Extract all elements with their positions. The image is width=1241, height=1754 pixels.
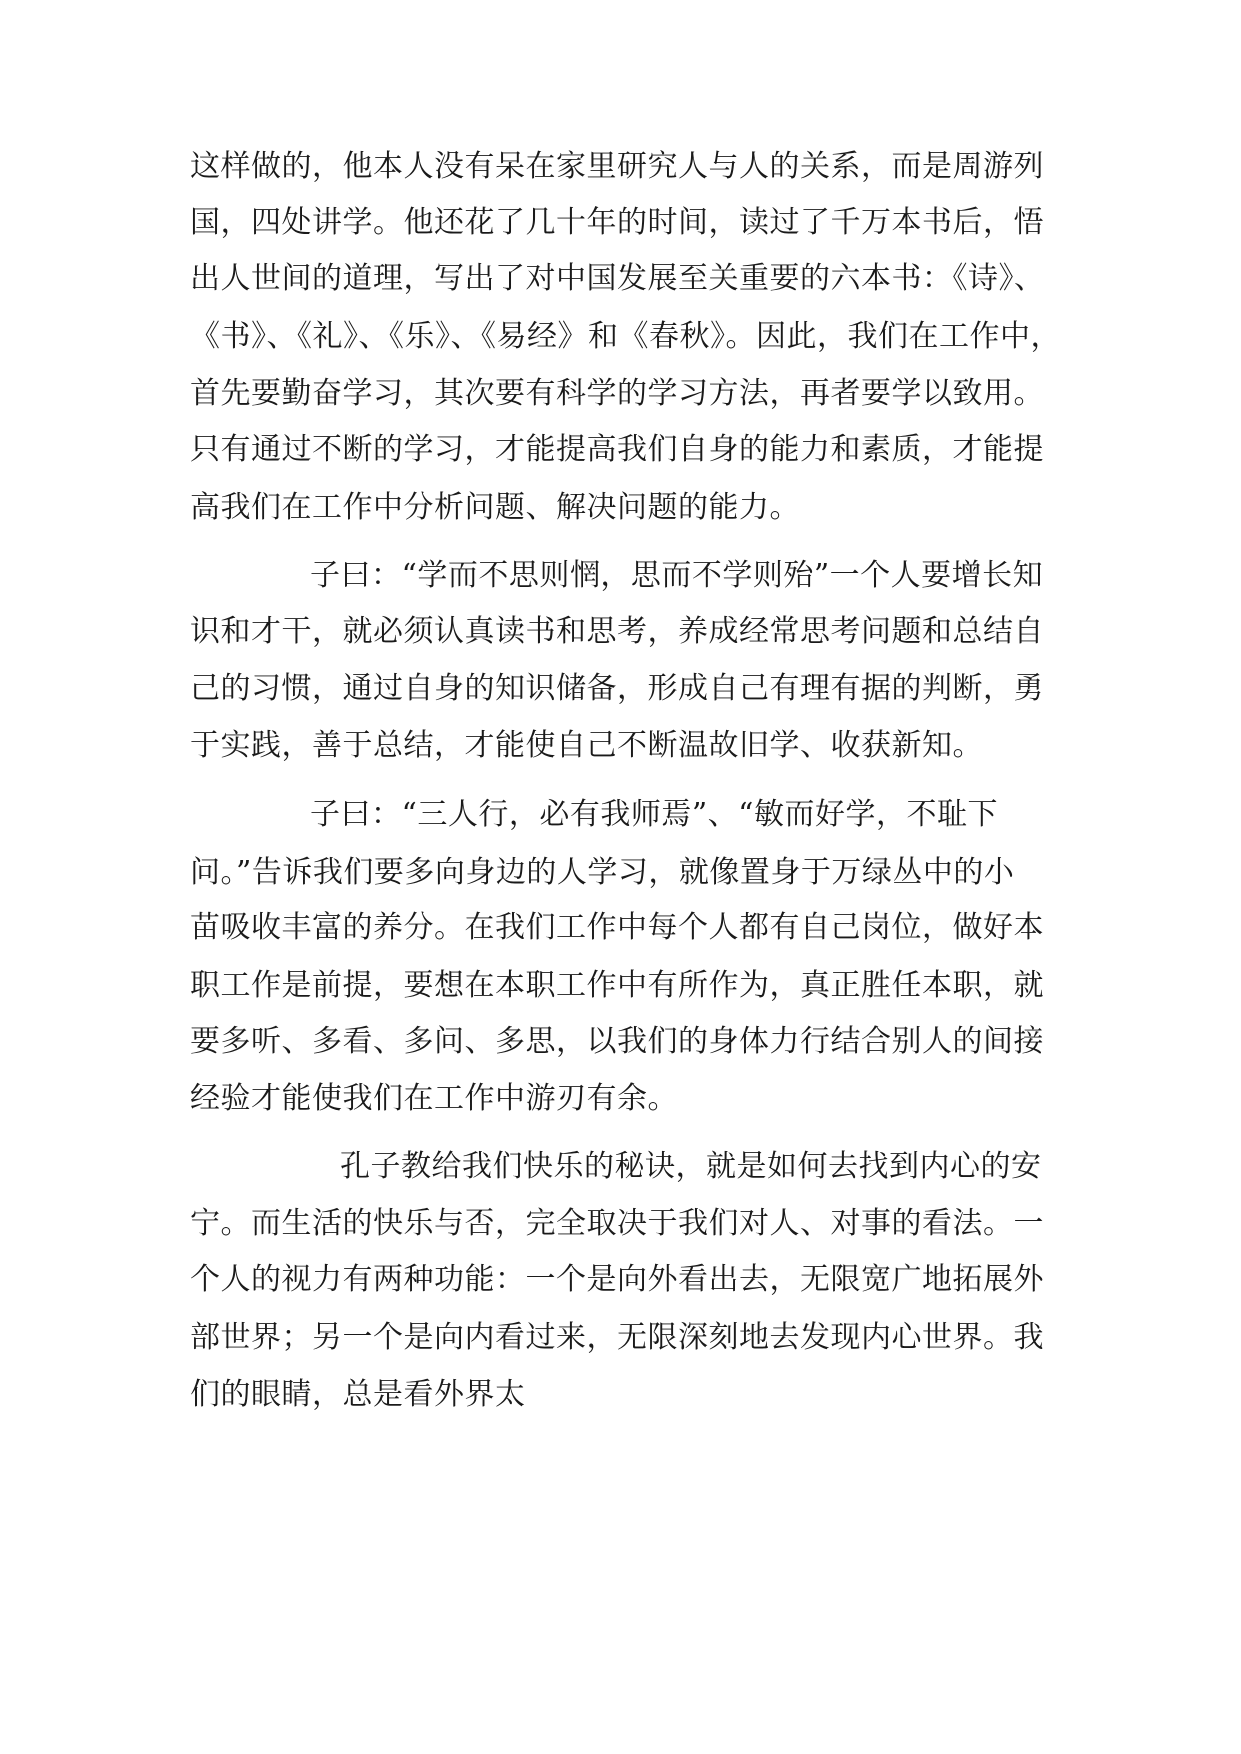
paragraph-3-line-4: 职工作是前提，要想在本职工作中有所作为，真正胜任本职，就: [190, 968, 1044, 1003]
paragraph-3-line-3: 苗吸收丰富的养分。在我们工作中每个人都有自己岗位，做好本: [190, 910, 1044, 945]
paragraph-1-line-3: 出人世间的道理，写出了对中国发展至关重要的六本书：《诗》、: [190, 261, 1045, 296]
paragraph-1-line-1: 这样做的，他本人没有呆在家里研究人与人的关系，而是周游列: [190, 149, 1044, 184]
paragraph-4-line-4: 部世界；另一个是向内看过来，无限深刻地去发现内心世界。我: [190, 1320, 1044, 1355]
paragraph-2-line-2: 识和才干，就必须认真读书和思考，养成经常思考问题和总结自: [190, 614, 1044, 649]
paragraph-3-line-6: 经验才能使我们在工作中游刃有余。: [190, 1081, 678, 1116]
paragraph-4-line-5: 们的眼睛，总是看外界太: [190, 1377, 526, 1412]
paragraph-4-line-2: 宁。而生活的快乐与否，完全取决于我们对人、对事的看法。一: [190, 1206, 1044, 1241]
paragraph-3-line-2: 问。”告诉我们要多向身边的人学习，就像置身于万绿丛中的小: [190, 855, 1015, 890]
paragraph-1-line-7: 高我们在工作中分析问题、解决问题的能力。: [190, 490, 800, 525]
paragraph-3-line-1: 子曰：“三人行，必有我师焉”、“敏而好学，不耻下: [310, 797, 999, 832]
paragraph-1-line-4: 《书》、《礼》、《乐》、《易经》和《春秋》。因此，我们在工作中，: [190, 319, 1061, 354]
paragraph-4-line-1: 孔子教给我们快乐的秘诀，就是如何去找到内心的安: [340, 1149, 1042, 1184]
paragraph-1-line-5: 首先要勤奋学习，其次要有科学的学习方法，再者要学以致用。: [190, 376, 1044, 411]
paragraph-2-line-3: 己的习惯，通过自身的知识储备，形成自己有理有据的判断，勇: [190, 671, 1044, 706]
paragraph-2-line-4: 于实践，善于总结，才能使自己不断温故旧学、收获新知。: [190, 728, 983, 763]
paragraph-2-line-1: 子曰：“学而不思则惘，思而不学则殆”一个人要增长知: [310, 558, 1044, 593]
paragraph-1-line-6: 只有通过不断的学习，才能提高我们自身的能力和素质，才能提: [190, 432, 1044, 467]
paragraph-3-line-5: 要多听、多看、多问、多思，以我们的身体力行结合别人的间接: [190, 1024, 1044, 1059]
paragraph-4-line-3: 个人的视力有两种功能：一个是向外看出去，无限宽广地拓展外: [190, 1262, 1044, 1297]
paragraph-1-line-2: 国，四处讲学。他还花了几十年的时间，读过了千万本书后，悟: [190, 205, 1044, 240]
